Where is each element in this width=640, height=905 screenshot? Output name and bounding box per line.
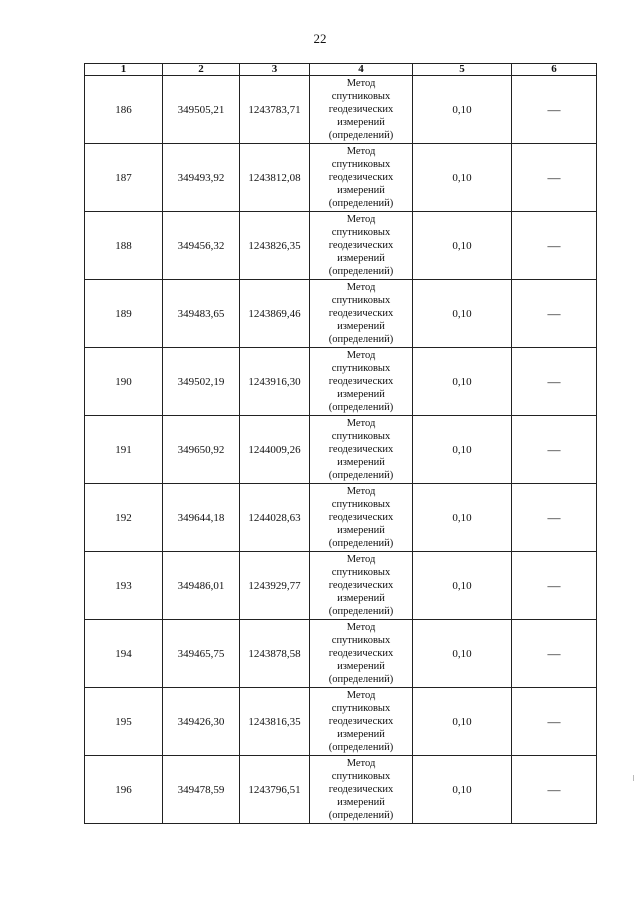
note-cell: — (512, 212, 597, 280)
accuracy-cell: 0,10 (413, 76, 512, 144)
method-line: (определений) (328, 674, 394, 685)
x-coordinate-cell: 349493,92 (163, 144, 240, 212)
method-line: спутниковых (331, 499, 391, 510)
point-number-cell: 192 (85, 484, 163, 552)
method-line: геодезических (328, 172, 394, 183)
method-line: Метод (346, 282, 376, 293)
note-cell: — (512, 416, 597, 484)
y-coordinate-cell: 1243826,35 (240, 212, 310, 280)
x-coordinate-cell: 349486,01 (163, 552, 240, 620)
method-cell (310, 280, 413, 348)
method-line: Метод (346, 554, 376, 565)
y-coordinate-cell: 1243812,08 (240, 144, 310, 212)
note-cell: — (512, 552, 597, 620)
method-line: (определений) (328, 130, 394, 141)
point-number-cell: 193 (85, 552, 163, 620)
note-cell: — (512, 688, 597, 756)
accuracy-cell: 0,10 (413, 416, 512, 484)
accuracy-cell: 0,10 (413, 552, 512, 620)
note-cell: — (512, 348, 597, 416)
table-row (85, 280, 597, 348)
table-row (85, 756, 597, 824)
point-number-cell: 186 (85, 76, 163, 144)
y-coordinate-cell: 1243869,46 (240, 280, 310, 348)
y-coordinate-cell: 1243916,30 (240, 348, 310, 416)
method-line: Метод (346, 214, 376, 225)
note-cell: — (512, 280, 597, 348)
y-coordinate-cell: 1243878,58 (240, 620, 310, 688)
method-line: спутниковых (331, 635, 391, 646)
table-row (85, 688, 597, 756)
x-coordinate-cell: 349483,65 (163, 280, 240, 348)
method-line: спутниковых (331, 771, 391, 782)
coordinates-table (84, 63, 597, 824)
table-row (85, 620, 597, 688)
table-row (85, 212, 597, 280)
method-line: (определений) (328, 198, 394, 209)
method-line: спутниковых (331, 159, 391, 170)
x-coordinate-cell: 349502,19 (163, 348, 240, 416)
note-cell: — (512, 484, 597, 552)
x-coordinate-cell: 349478,59 (163, 756, 240, 824)
note-cell: — (512, 76, 597, 144)
method-line: геодезических (328, 308, 394, 319)
method-line: геодезических (328, 240, 394, 251)
x-coordinate-cell: 349644,18 (163, 484, 240, 552)
method-line: геодезических (328, 716, 394, 727)
method-cell (310, 552, 413, 620)
method-line: геодезических (328, 444, 394, 455)
x-coordinate-cell: 349465,75 (163, 620, 240, 688)
accuracy-cell: 0,10 (413, 756, 512, 824)
method-cell (310, 144, 413, 212)
method-line: спутниковых (331, 431, 391, 442)
note-cell: — (512, 620, 597, 688)
method-line: Метод (346, 146, 376, 157)
column-header-6: 6 (512, 64, 597, 76)
column-header-3: 3 (240, 64, 310, 76)
method-cell (310, 212, 413, 280)
method-line: Метод (346, 78, 376, 89)
point-number-cell: 188 (85, 212, 163, 280)
table-row (85, 144, 597, 212)
method-line: (определений) (328, 538, 394, 549)
method-cell (310, 348, 413, 416)
note-cell: — (512, 756, 597, 824)
accuracy-cell: 0,10 (413, 280, 512, 348)
method-line: Метод (346, 622, 376, 633)
method-line: спутниковых (331, 567, 391, 578)
x-coordinate-cell: 349426,30 (163, 688, 240, 756)
table-row (85, 484, 597, 552)
method-line: спутниковых (331, 703, 391, 714)
y-coordinate-cell: 1243783,71 (240, 76, 310, 144)
method-line: измерений (337, 389, 385, 400)
method-line: измерений (337, 525, 385, 536)
method-line: (определений) (328, 266, 394, 277)
table-body (85, 76, 597, 824)
accuracy-cell: 0,10 (413, 212, 512, 280)
point-number-cell: 195 (85, 688, 163, 756)
point-number-cell: 191 (85, 416, 163, 484)
point-number-cell: 189 (85, 280, 163, 348)
method-line: (определений) (328, 810, 394, 821)
y-coordinate-cell: 1244028,63 (240, 484, 310, 552)
method-line: геодезических (328, 376, 394, 387)
x-coordinate-cell: 349650,92 (163, 416, 240, 484)
table-row (85, 76, 597, 144)
method-line: измерений (337, 593, 385, 604)
method-line: Метод (346, 690, 376, 701)
method-line: спутниковых (331, 295, 391, 306)
page-number: 22 (313, 31, 327, 46)
method-line: геодезических (328, 784, 394, 795)
method-line: (определений) (328, 402, 394, 413)
method-line: (определений) (328, 334, 394, 345)
method-line: Метод (346, 758, 376, 769)
accuracy-cell: 0,10 (413, 348, 512, 416)
y-coordinate-cell: 1243796,51 (240, 756, 310, 824)
table-row (85, 416, 597, 484)
method-cell (310, 620, 413, 688)
method-line: спутниковых (331, 91, 391, 102)
column-header-4: 4 (310, 64, 413, 76)
method-cell (310, 484, 413, 552)
y-coordinate-cell: 1243816,35 (240, 688, 310, 756)
table-row (85, 552, 597, 620)
method-line: Метод (346, 418, 376, 429)
point-number-cell: 196 (85, 756, 163, 824)
point-number-cell: 190 (85, 348, 163, 416)
column-header-5: 5 (413, 64, 512, 76)
y-coordinate-cell: 1243929,77 (240, 552, 310, 620)
method-line: измерений (337, 117, 385, 128)
y-coordinate-cell: 1244009,26 (240, 416, 310, 484)
method-line: спутниковых (331, 227, 391, 238)
method-cell (310, 76, 413, 144)
accuracy-cell: 0,10 (413, 688, 512, 756)
method-line: (определений) (328, 606, 394, 617)
method-line: измерений (337, 185, 385, 196)
method-line: измерений (337, 457, 385, 468)
x-coordinate-cell: 349456,32 (163, 212, 240, 280)
method-line: спутниковых (331, 363, 391, 374)
method-line: (определений) (328, 470, 394, 481)
method-line: геодезических (328, 580, 394, 591)
method-line: измерений (337, 253, 385, 264)
method-cell (310, 688, 413, 756)
method-cell (310, 416, 413, 484)
accuracy-cell: 0,10 (413, 144, 512, 212)
table-header-row (85, 64, 597, 76)
column-header-2: 2 (163, 64, 240, 76)
column-header-1: 1 (85, 64, 163, 76)
table-row (85, 348, 597, 416)
method-cell (310, 756, 413, 824)
method-line: (определений) (328, 742, 394, 753)
accuracy-cell: 0,10 (413, 484, 512, 552)
note-cell: — (512, 144, 597, 212)
method-line: геодезических (328, 512, 394, 523)
method-line: Метод (346, 350, 376, 361)
method-line: геодезических (328, 104, 394, 115)
method-line: измерений (337, 797, 385, 808)
method-line: геодезических (328, 648, 394, 659)
point-number-cell: 194 (85, 620, 163, 688)
scan-mark (633, 775, 634, 781)
accuracy-cell: 0,10 (413, 620, 512, 688)
method-line: измерений (337, 729, 385, 740)
method-line: измерений (337, 321, 385, 332)
x-coordinate-cell: 349505,21 (163, 76, 240, 144)
method-line: Метод (346, 486, 376, 497)
point-number-cell: 187 (85, 144, 163, 212)
method-line: измерений (337, 661, 385, 672)
